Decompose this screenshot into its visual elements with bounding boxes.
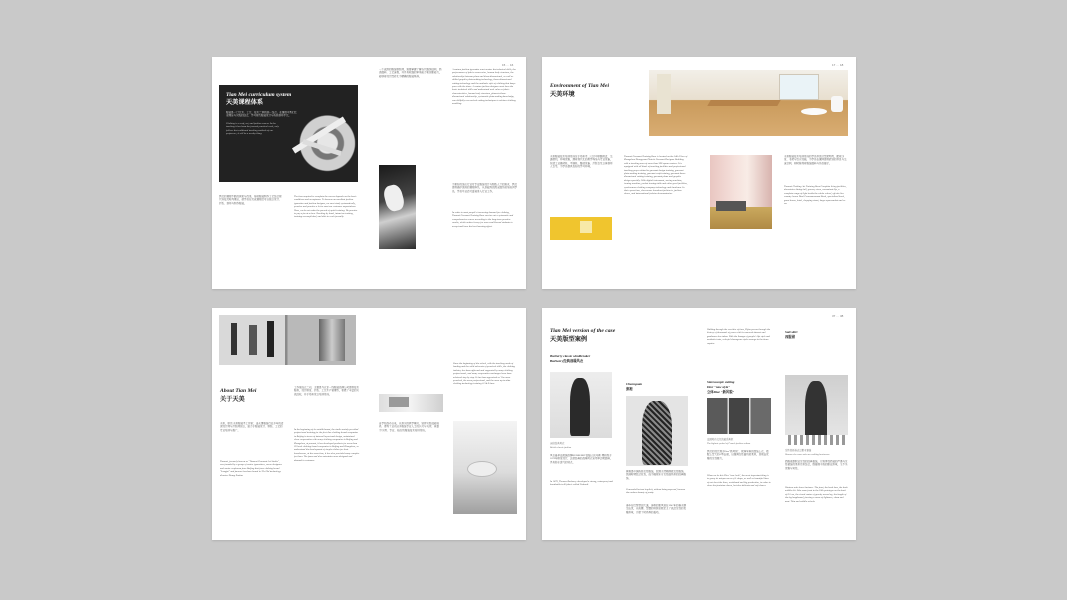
lounge-corridor-photo [710,155,772,229]
cheongsam-title-cn: 旗袍 [626,387,633,391]
dior-text2-en: When we do this Dior "new look", the most important thing is to grasp its unique curve of 5 shape, as well as beautiful lines of not short the lines, waistband and big production, in order to show the feminine charm, but also delicate and soft charm. [707,474,771,488]
burberry-text-en: In 1879, Thomas Burberry developed a strong, waterproof and breathable twill fabric called Gabardi. [550,480,613,487]
body-text-en-3: In order to meet people's increasing demand for clothing, Tianmei Garment Training Base carries out a systematic and comprehensive course according to the long-term practice results, which makes it easy for even small-based students to accept and have the best learning effect. [452,211,514,228]
measuring-tape-photo [219,85,358,182]
cheongsam-photo [626,396,688,466]
dior-text-en: Walking through the corridor of time, Dijon passes through the history of thousands of years with its removed interest and gentleness has taken. With the lineage of people's life style and aesthetic taste, colorful cheongsam styles emerge in the times require. [707,328,771,345]
suit-title-en: Suit skirt [785,330,798,334]
body-text-cn: 天美服装技术培训基地位于郑州市二七区中原路附近，交通便利，环境优雅，拥有现代化的教学场地与专业设备，包括工业缝纫机、平缝机、整烫设备、打版台及立体裁剪人台等，为学员提供良好的学习环境。 [550,155,613,169]
spread-curriculum [212,57,526,289]
page-numbers: 15 ··· 16 [502,63,514,67]
section-title-en: Tian Mei curriculum system [226,92,292,98]
overlay-text-cn: 服装是一门'艺术、工艺、技术'之间的统一结合。在课程中我们注重理论与实践的结合，学习现代服装设计与传统裁剪手艺。 [226,111,297,118]
dior-title-cn: 立体Dior "新风貌" [707,390,735,394]
spread-environment [542,57,856,289]
section-title-cn: 关于天美 [220,396,245,403]
section-title-cn: 天美课程体系 [226,99,264,106]
body-text-en: Tianmei Garment Training Base is located on the 14th Floor of Zhengzhou Zhongyuan District Garment Designer Building with a teaching area of more than 300 square meters. It is equipped with all kinds of teaching facilities and professional teaching props related to garment design training, garment plate-making training, garment craft training, garment three-dimensional cutting training, garment plane and graphic design specially. With digital instrument, sewing machine, ironing machine, pocket ironing table and other good facilities, synchronous clothing company technology and hardware. In their spare time, classrooms broadcast fashion tv, fashion shows, and international fashion documentaries. [624,155,688,196]
body-text-cn: 天美，原名'天美服装手工作室'，由从事服装行业多年的资深设计师与打版师创立，致力于服装设计、制版、工艺的专业培训与推广。 [220,422,284,432]
body-text-cn-2: 天美服装技术培训基地的学员休息区宽敞明亮，配有沙发、书架与饮水设施，为学员在课间提供舒适的休息与交流空间，同时陈列有服装面料与作品展示。 [784,155,847,165]
section-title-en: Tian Mei version of the case [550,328,616,334]
burberry-trench-photo [550,372,612,438]
pattern-cutting-photo [453,421,517,514]
page-numbers: 17 ··· 18 [832,63,844,67]
cheongsam-title-en: Cheongsam [626,382,643,386]
section-title-cn: 天美版型案例 [550,336,588,343]
body-text-en-3: Since the beginning of the school, with the teaching mode of landing and the solid advocate of practical skills, the clothing industry has been affirmed and supported by many clothing professionals, and many cooperative exchanges have been achieved step by step. It has been appraised as "the more practical, the more professional, and the more up-to-date clothing technology training #1 & 0 base. [453,362,515,386]
classroom-photo [649,70,848,136]
section-title-cn: 天美环境 [550,91,575,98]
body-text-en-2: In the beginning of its establishment, the studio mainly provided professional training for the first-line clothing brand companies in Beijing in terms of internal layout and design, maintained close cooperation with many clothing companies in Beijing and Zhengzhou, at present, it has developed products for more than 20 local clothing brand companies in Beijing and Zhengzhou, so understand the development of simple clothes for their boardrooms, at the same time, it has also provided many samples for them. The fame and also entertains more designed and demand in costumes. [294,428,360,462]
dior-text-cn: 漫步在巴黎蒙田大道，迪奥的新风貌在1947年的春天横空出世，以收腰、宽摆的剪裁重新定义了战后女性的优雅形象，引起了时尚界的轰动。 [626,504,687,514]
cheongsam-text-cn: 旗袍是中国传统女性服装，起源于清朝满族女性服饰，民国时期经过改良，成为展现东方女性曲线美的经典服饰。 [626,470,687,480]
suit-skirt-photo [785,375,848,445]
dior-new-look-photo [707,398,771,434]
body-text-cn-2: 一个成熟的服装制版师，需要掌握了解当代服饰结构，熟悉面料、工艺流程，并且有较强的审美能力和创新能力，能够将设计图转化为精确的服装纸样。 [379,68,442,78]
suit-title-cn: 西服裙 [785,335,795,339]
dior-caption-en: The highest symbol of French fashion culture [707,442,751,445]
worktable-photo [379,394,443,412]
body-text-cn-2: 工作室成立之初，主要是为北京一线服装品牌公司提供技术服务，设计研发、打版、工艺生产管理等，积累了丰富的实战经验，并于郑州设立培训基地。 [294,386,360,396]
dior-title-en: Stereoscopic cutting [707,380,735,384]
burberry-title-en: Burberry classic windbreaker [550,354,591,358]
suit-text-en: Western suits dress business. The front, the back hem, the back middle slit. Side seam front to the 10th prototype on the back of 0.5 cm, the visual center of gravity moved up, the length of the leg lengthened, forming a sense of lightness, clean and neat. Thin and middle schools [785,486,848,503]
yellow-room-photo [550,217,612,240]
dior-text2-cn: 我们的设计源于Dior"新风貌"，紧凑窄肩的西装上衣，搭配上宽大的A型长裙，以强调女性曲线的柔美，呈现出优雅的女性魅力。 [707,450,769,460]
spread-about [212,308,526,540]
body-text-en-2: A mature fashion typesetter must master the technical skills, the performance of fabric accessories, human body structure, the relationship between plane and three-dimensional, as well as skilled graphic plate-making technology, three-dimensional cutting technology and the aesthetic style of clothing that keeps pace with the times. A mature fashion designer must have the basic technical skills and understand such rules as fabric characteristics, human body structure, plane-to-three-dimensional relationship, systematic plate-making knowledge, can skillfully use vertical cutting techniques to achieve clothing modeling. [452,68,516,106]
showroom-photo [219,315,356,365]
burberry-text-cn: 风衣最早由英国品牌BURBERRY创始人托马斯·博柏利于1879年研发设计，这款经典的战壕风衣采用华达呢面料，具有防水透气的特点。 [550,454,613,464]
body-text-cn-3: 自学校创办以来，以务实的教学模式，坚持实践技能培养，得到了业内众多服装专业人士的认可与支持，被誉为'实用、专业、前沿'的服装技术培训基地。 [379,422,440,432]
body-text-en: Tianmei, formerly known as "Tianmei Garment Art Studio", was founded by a group of senior typesetters, sewer designers and senior craftsmen from Beijing that from clothing brand "Langfei" and famous brochure brand in 70s Old technology director Zhang Xuelan. [220,460,282,477]
burberry-caption-en: British classic fashion [550,446,572,449]
section-title-en: About Tian Mei [220,388,257,394]
suit-caption-cn: 女性的新标志是职业套装 [785,449,812,452]
spread-version-case [542,308,856,540]
section-title-en: Environment of Tian Mei [550,83,609,89]
burberry-caption-cn: 英伦经典风衣 [550,442,565,445]
dior-caption-cn: 法国时尚文化的最高象征 [707,438,734,441]
cheongsam-text-en: Concealed but not implicit, without being exposed, become the modern beauty of pretty. [626,488,686,495]
suit-caption-en: Women who wear suits are walking businesses [785,453,830,456]
burberry-title-cn: Burberry经典战壕风衣 [550,359,584,363]
body-text-en-2: Tianmei Clothing Art Training Base Complete living facilities, downstairs dining hall, grocery store, convenient life, a complete range of light inside the whole school, off-site live country house Dual Commencement Book, specialized book, guest house, hotel, shopping street, large supermarket and so on. [784,185,847,206]
overlay-text-en: Clothing is a craft, art, and fashion course. In the teaching it has been the focused practical work, only follows the traditional teaching methods of our professors, it will be a worthy thing. [226,122,279,136]
body-text-cn-3: 为更好的适应行业对专业服装设计与制版人才的需求，我们提供循序渐进的课程体系，从基础到高级全面系统地培训学员，学员毕业后可直接进入行业工作。 [452,183,518,193]
body-text-en: The time required to complete the course depends on the basic conditions and acceptance. To become an excellent fashion typesetter and fashion designer, we must study systematically, practice and practice a lot to meet our customer expectations. Here, we do not make the pursuit of quick training. We promise to pay a fee at a time. Teaching by hand, intensive training, training accomplished, and able to work formally. [294,195,358,219]
dior-title-en-2: Dior "new style" [707,385,731,389]
page-numbers: 37 ··· 38 [832,314,844,318]
suit-text-cn: 西服裙是职业女性的经典着装，它将男性西装的严谨与女性裙装的柔美完美结合，既展现干练的职业形象，又不失优雅与知性。 [785,460,848,470]
hand-sewing-photo [379,165,416,249]
body-text-cn: 我们的课程不断的探索与改进，传统服装制作工艺结合现代科技及时尚理念，使学员在完成课程后可以独立设计、打版、裁剪与制作服装。 [219,195,282,205]
